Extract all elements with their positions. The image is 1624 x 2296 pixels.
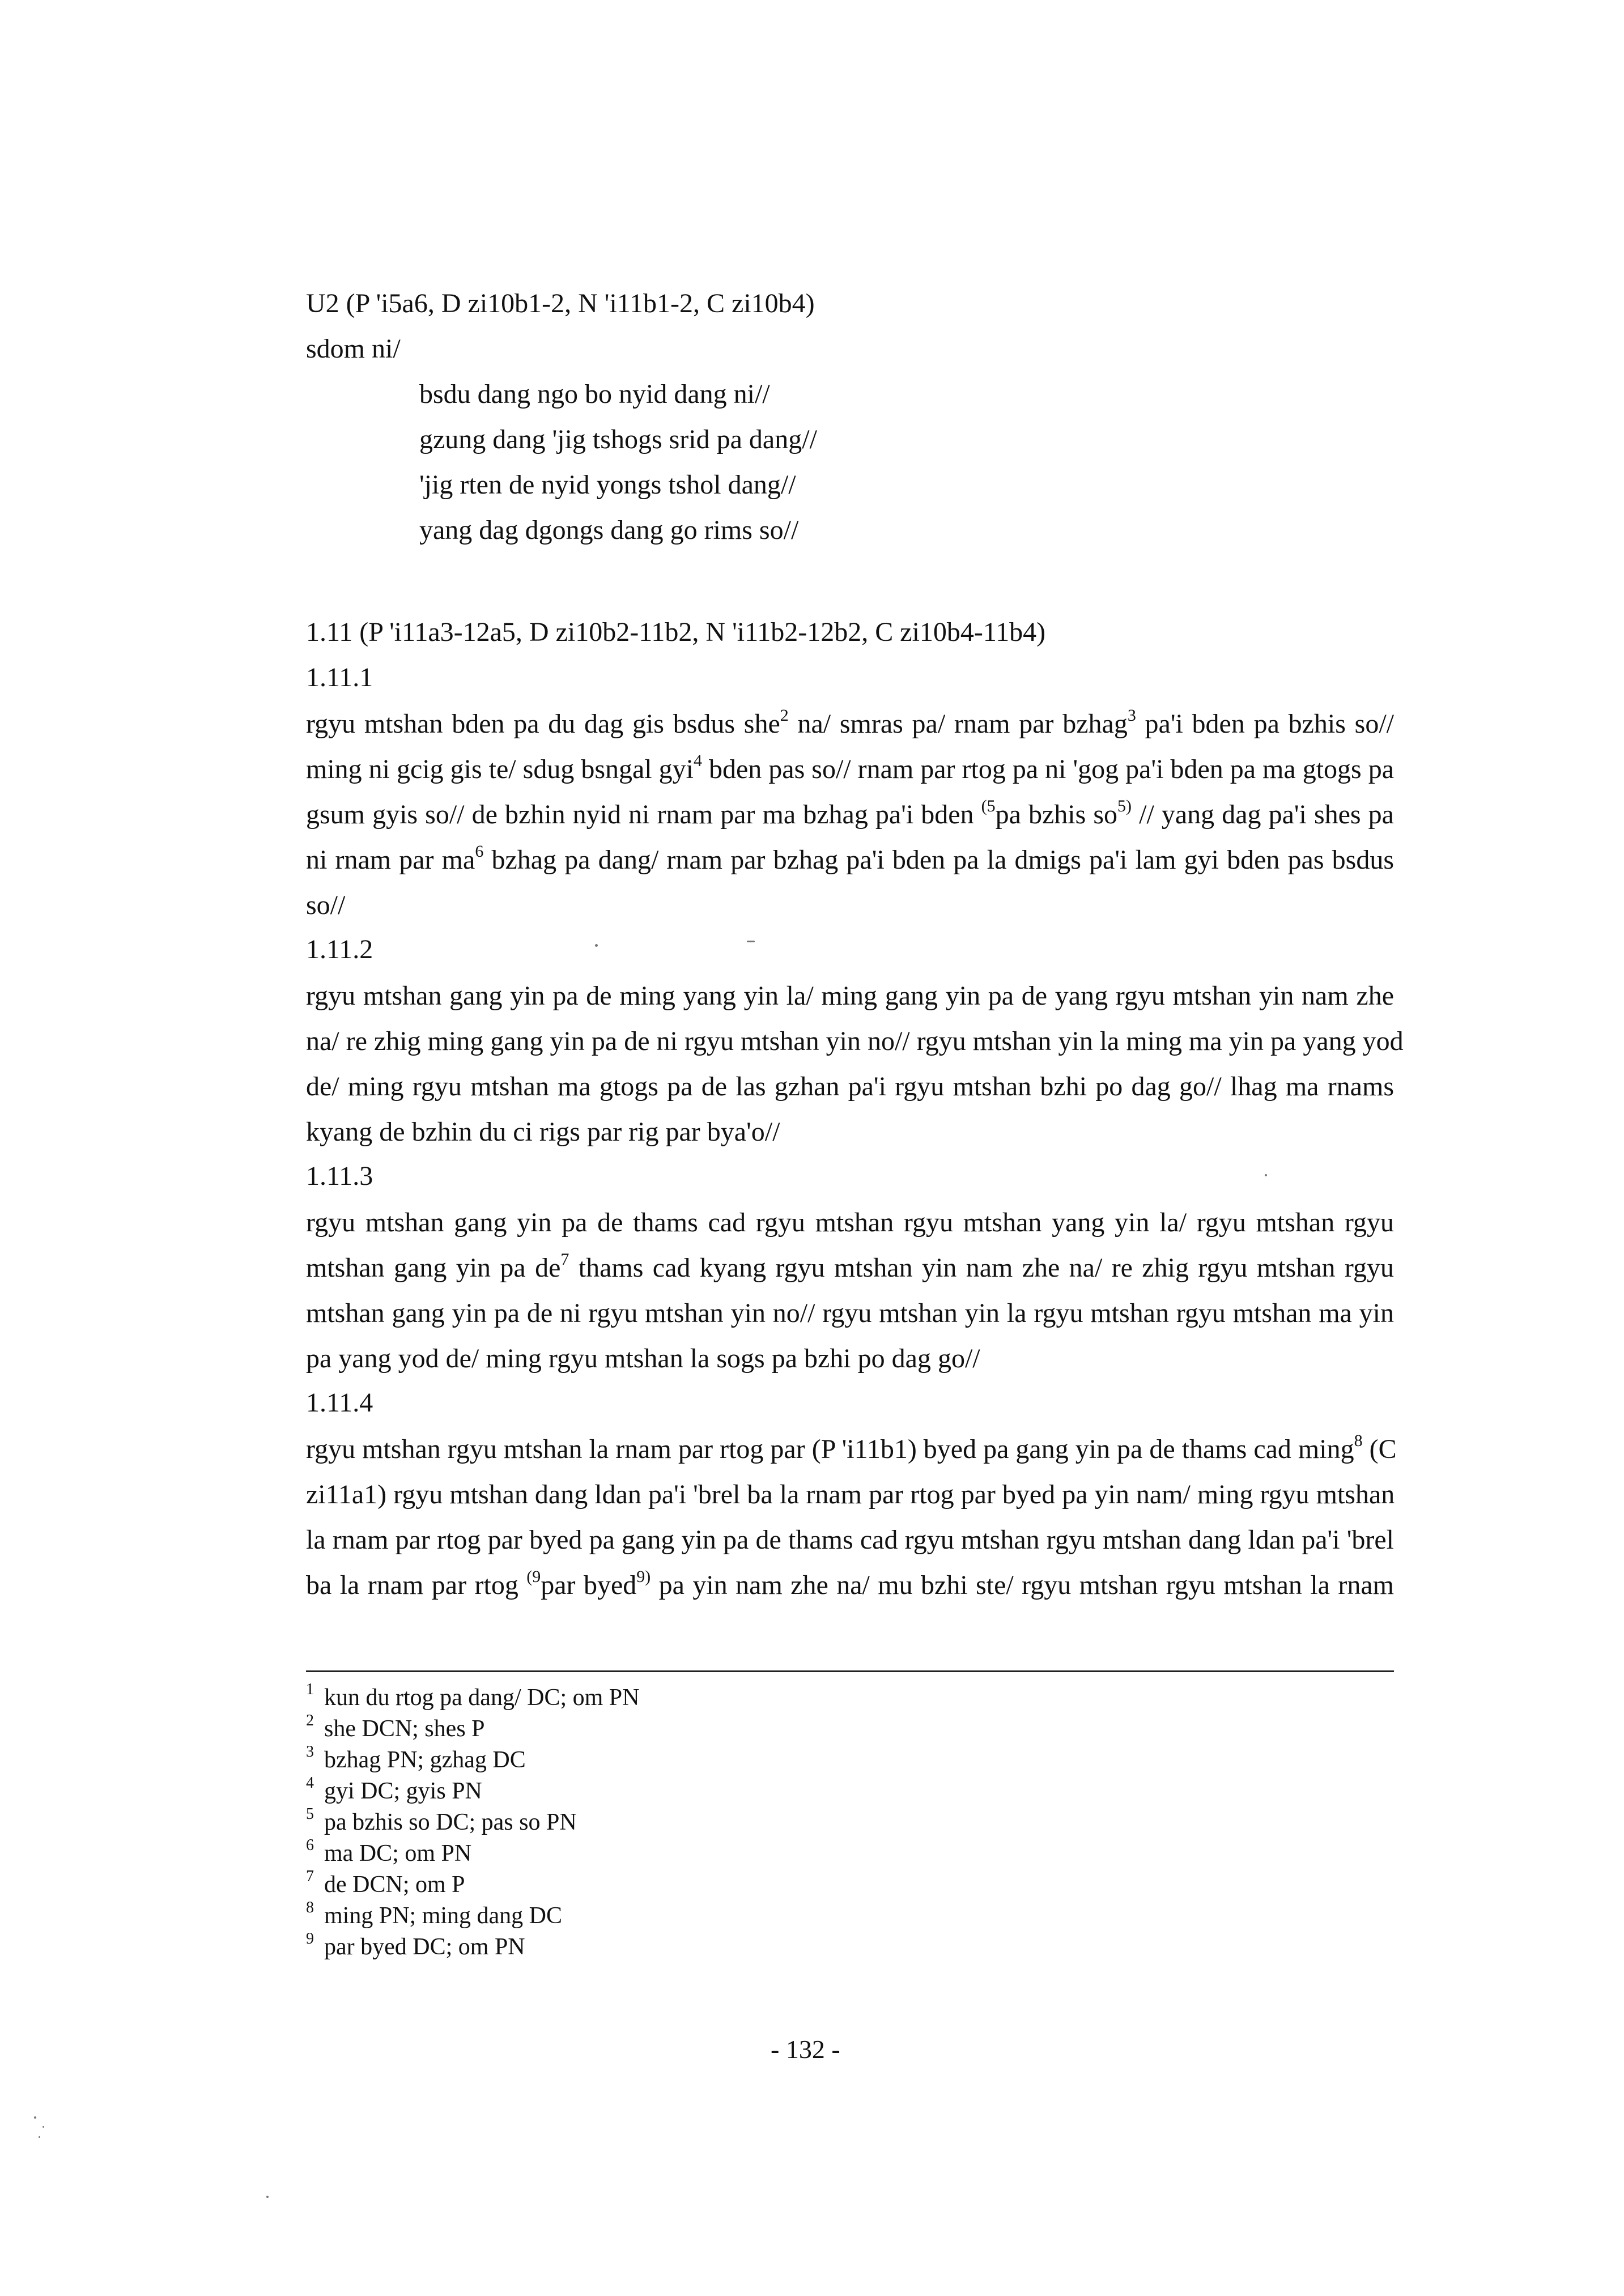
text-line: kyang de bzhin du ci rigs par rig par bya'o// [306, 1117, 780, 1147]
footnote: $^6$ ma DC; om PN [306, 1836, 472, 1866]
text-line: de/ ming rgyu mtshan ma gtogs pa de las gzhan pa'i rgyu mtshan bzhi po dag go// lhag ma rnams [306, 1072, 1394, 1102]
scan-speck [266, 2196, 269, 2198]
footnote-divider [306, 1670, 1394, 1672]
footnote: $^3$ bzhag PN; gzhag DC [306, 1743, 526, 1773]
paragraph-1-11-1 [306, 701, 1394, 928]
text-line: mtshan gang yin pa de ni rgyu mtshan yin no// rgyu mtshan yin la rgyu mtshan rgyu mtshan ma yin [306, 1298, 1394, 1328]
text-line: rgyu mtshan gang yin pa de thams cad rgyu mtshan rgyu mtshan yang yin la/ rgyu mtshan rgyu [306, 1207, 1394, 1238]
footnote-ref: 9) [636, 1567, 651, 1586]
scan-speck [42, 2126, 44, 2128]
text-line: la rnam par rtog par byed pa gang yin pa de thams cad rgyu mtshan rgyu mtshan dang ldan pa'i 'brel [306, 1525, 1394, 1555]
footnote: $^5$ pa bzhis so DC; pas so PN [306, 1805, 577, 1835]
paragraph-1-11-2 [306, 973, 1404, 1155]
page-number: - 132 - [771, 2035, 840, 2064]
scan-speck [595, 944, 598, 947]
scan-speck [34, 2116, 36, 2119]
section-heading-1-11-1: 1.11.1 [306, 662, 373, 692]
footnote: $^1$ kun du rtog pa dang/ DC; om PN [306, 1681, 640, 1711]
paragraph-1-11-3 [306, 1200, 1394, 1381]
footnote-ref: (9 [526, 1567, 541, 1586]
footnote-ref: 7 [560, 1250, 569, 1269]
text-line: pa yang yod de/ ming rgyu mtshan la sogs pa bzhi po dag go// [306, 1343, 980, 1374]
text-line: ba la rnam par rtog $^{(9}$par byed$^{9)}$ pa yin nam zhe na/ mu bzhi ste/ rgyu mtshan rgyu mtshan la rnam [306, 1567, 1395, 1600]
verse-line: gzung dang 'jig tshogs srid pa dang// [419, 424, 817, 454]
verse-line: bsdu dang ngo bo nyid dang ni// [419, 379, 770, 409]
footnote-ref: 6 [475, 842, 484, 861]
text-line: gsum gyis so// de bzhin nyid ni rnam par ma bzhag pa'i bden $^{(5}$pa bzhis $so^{5)}$ // yang dag pa'i shes pa [306, 797, 1394, 830]
text-line: rgyu mtshan rgyu mtshan la rnam par rtog par (P 'i11b1) byed pa gang yin pa de thams cad ming$^8$ (C [306, 1431, 1397, 1464]
text-line: zi11a1) rgyu mtshan dang ldan pa'i 'brel ba la rnam par rtog par byed pa yin nam/ ming rgyu mtshan [306, 1479, 1395, 1510]
text-line: ming ni gcig gis te/ sdug bsngal gyi$^4$ bden pas so// rnam par rtog pa ni 'gog pa'i bden pa ma gtogs pa [306, 751, 1395, 784]
footnote-ref: 3 [1127, 706, 1136, 725]
section-heading-u2: U2 (P 'i5a6, D zi10b1-2, N 'i11b1-2, C zi10b4) [306, 288, 815, 318]
footnote-ref: 5) [1117, 797, 1132, 815]
text-line: rgyu mtshan bden pa du dag gis bsdus she$^2$ na/ smras pa/ rnam par bzhag$^3$ pa'i bden pa bzhis so// [306, 706, 1394, 739]
footnote: $^8$ ming PN; ming dang DC [306, 1899, 563, 1929]
footnote: $^2$ she DCN; shes P [306, 1712, 485, 1742]
verse-line: yang dag dgongs dang go rims so// [419, 515, 799, 545]
scan-speck [39, 2136, 40, 2138]
scan-speck [747, 941, 755, 942]
footnote-ref: 2 [780, 706, 789, 725]
footnote-ref: 4 [693, 751, 702, 770]
scan-speck [1265, 1174, 1267, 1176]
paragraph-1-11-4 [306, 1427, 1397, 1608]
text-line: ni rnam par $ma^6$ bzhag pa dang/ rnam par bzhag pa'i bden pa la dmigs pa'i lam gyi bden pas bsdus [306, 842, 1395, 875]
section-heading-1-11: 1.11 (P 'i11a3-12a5, D zi10b2-11b2, N 'i11b2-12b2, C zi10b4-11b4) [306, 617, 1046, 647]
section-heading-1-11-3: 1.11.3 [306, 1161, 373, 1191]
text-line: mtshan gang yin pa $de^7$ thams cad kyang rgyu mtshan yin nam zhe na/ re zhig rgyu mtshan rgyu [306, 1250, 1395, 1283]
text-line: so// [306, 890, 346, 920]
text-line: na/ re zhig ming gang yin pa de ni rgyu mtshan yin no// rgyu mtshan yin la ming ma yin pa yang yod [306, 1026, 1404, 1056]
footnote-ref: (5 [981, 797, 996, 815]
verse-line: 'jig rten de nyid yongs tshol dang// [419, 470, 796, 500]
subheading-sdom: sdom ni/ [306, 334, 401, 364]
section-heading-1-11-2: 1.11.2 [306, 934, 373, 964]
footnote: $^4$ gyi DC; gyis PN [306, 1774, 482, 1804]
text-line: rgyu mtshan gang yin pa de ming yang yin la/ ming gang yin pa de yang rgyu mtshan yin nam zhe [306, 981, 1394, 1011]
footnote-ref: 8 [1354, 1431, 1363, 1450]
section-heading-1-11-4: 1.11.4 [306, 1388, 373, 1418]
footnote: $^9$ par byed DC; om PN [306, 1930, 525, 1960]
footnote: $^7$ de DCN; om P [306, 1868, 465, 1898]
